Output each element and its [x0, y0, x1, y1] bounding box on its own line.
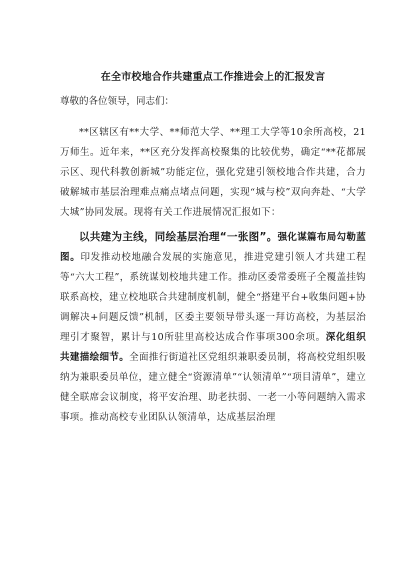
subsection-heading: 深化组织共建描绘细节。	[60, 332, 367, 363]
salutation: 尊敬的各位领导，同志们：	[60, 96, 175, 107]
subsection-body: 全面推行街道社区党组织兼职委员制，将高校党组织吸纳为兼职委员单位，建立健全“资源清单”“认领清单”“项目清单”，建立健全联席会议制度，将平安治理、助老扶弱、一老一小等问题纳入需求事项。推动高校专业团队认领清单，达成基层治理	[60, 352, 367, 423]
subsection-heading: 强化谋篇布局勾勒蓝图。	[60, 232, 366, 263]
section-paragraph	[60, 227, 366, 428]
intro-paragraph: **区辖区有**大学、**师范大学、**理工大学等10余所高校，21万师生。近年来，**区充分发挥高校聚集的比较优势，确定“**花都展示区、现代科教创新城”功能定位，强化党建引领校地合作共建，合力破解城市基层治理难点痛点堵点问题，实现“城与校”双向奔赴、“大学大城”协同发展。现将有关工作进展情况汇报如下：	[60, 127, 366, 218]
document-title: 在全市校地合作共建重点工作推进会上的汇报发言	[100, 72, 326, 83]
subsection-body: 印发推动校地融合发展的实施意见，推进党建引领人才共建工程等“六大工程”，系统谋划校地共建工作。推动区委常委班子全覆盖挂钩联系高校，建立校地联合共建制度机制，健全“搭建平台+收集问题+协调解决+问题反馈”机制，区委主要领导带头逐一拜访高校，为基层治理引才聚智，累计与10所驻里高校达成合作事项300余项。	[60, 252, 366, 343]
section-heading: 以共建为主线，同绘基层治理“一张图”。	[79, 231, 278, 243]
